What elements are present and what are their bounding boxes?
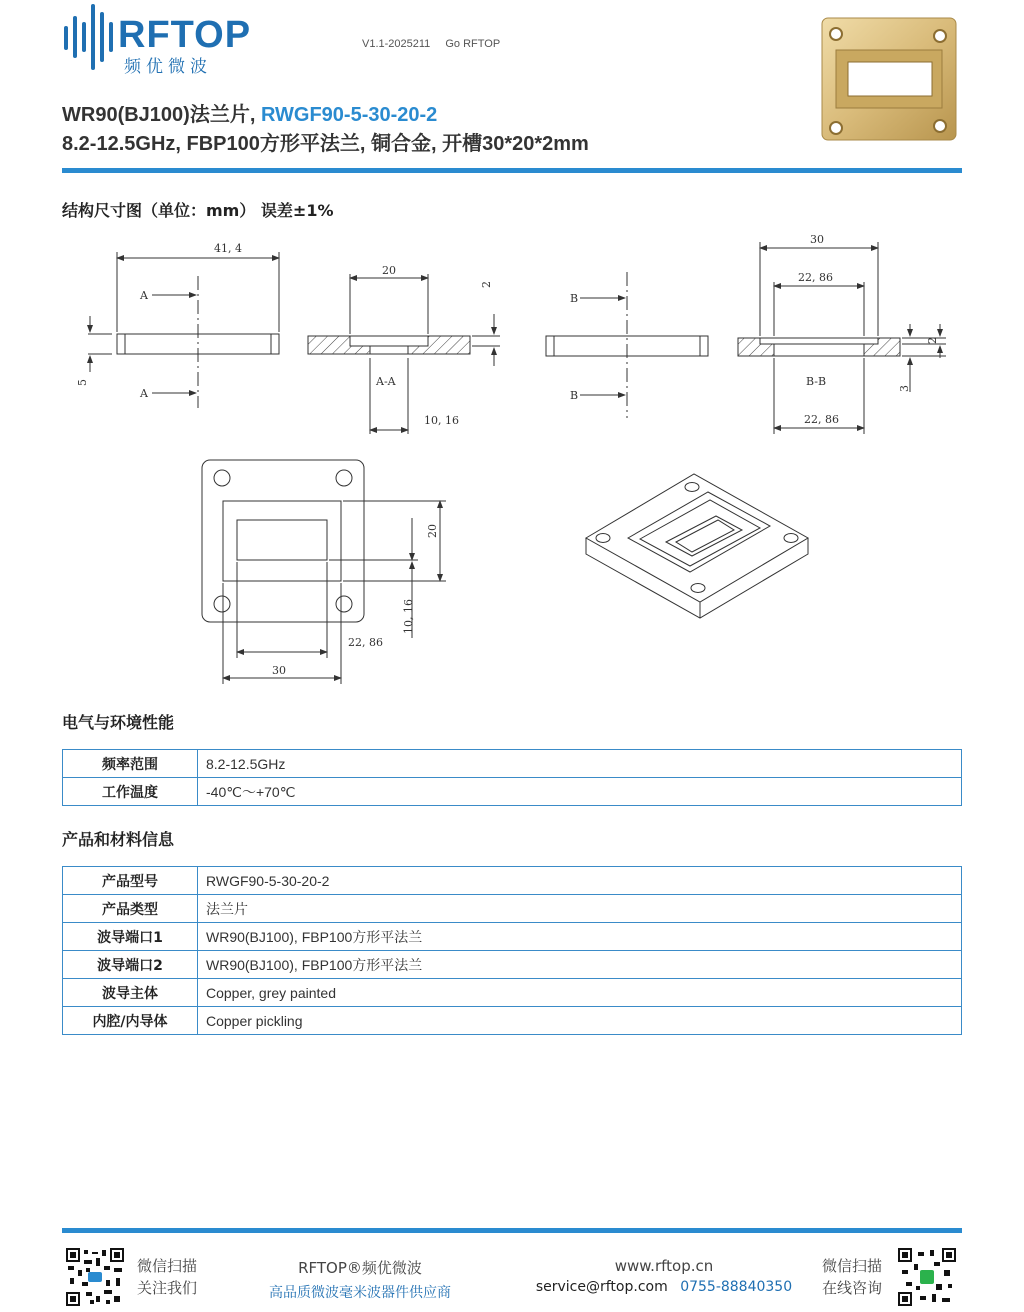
page-title bbox=[62, 98, 437, 127]
table-row bbox=[63, 750, 962, 778]
dim-20-section: 20 bbox=[382, 264, 396, 277]
version-info bbox=[362, 38, 512, 50]
wechat-consult-text bbox=[822, 1255, 882, 1299]
dim-30-front: 30 bbox=[272, 664, 286, 677]
table-row bbox=[63, 951, 962, 979]
row-key: 频率范围 bbox=[63, 750, 198, 778]
footer-contact-block bbox=[534, 1257, 794, 1295]
row-key: 工作温度 bbox=[63, 778, 198, 806]
wechat-qr-right-icon[interactable] bbox=[898, 1248, 956, 1306]
footer-tagline: 高品质微波毫米波器件供应商 bbox=[269, 1285, 451, 1301]
row-key: 内腔/内导体 bbox=[63, 1007, 198, 1035]
row-value: WR90(BJ100), FBP100方形平法兰 bbox=[198, 923, 962, 951]
logo-subtitle: 频优微波 bbox=[124, 57, 212, 77]
header-divider bbox=[62, 168, 962, 173]
dim-22-86-section-top: 22, 86 bbox=[798, 271, 833, 284]
wechat-right-line1: 微信扫描 bbox=[822, 1257, 883, 1275]
go-rftop-link[interactable]: Go RFTOP bbox=[445, 38, 501, 50]
label-section-aa: A-A bbox=[376, 375, 396, 388]
wechat-left-line2: 关注我们 bbox=[137, 1279, 198, 1297]
dimension-drawing bbox=[62, 228, 962, 698]
page-subtitle: 8.2-12.5GHz, FBP100方形平法兰, 铜合金, 开槽30*20*2mm bbox=[62, 133, 589, 155]
label-a-top: A bbox=[140, 289, 148, 302]
dim-10-16-section: 10, 16 bbox=[424, 414, 459, 427]
footer-divider bbox=[62, 1228, 962, 1233]
label-b-top: B bbox=[570, 292, 579, 305]
dim-22-86-section-bottom: 22, 86 bbox=[804, 413, 839, 426]
row-value: RWGF90-5-30-20-2 bbox=[198, 867, 962, 895]
table-row bbox=[63, 979, 962, 1007]
row-key: 波导端口1 bbox=[63, 923, 198, 951]
logo-wordmark: RFTOP bbox=[118, 14, 252, 56]
dim-22-86-front: 22, 86 bbox=[348, 636, 383, 649]
wechat-follow-text bbox=[137, 1255, 197, 1299]
electrical-table bbox=[62, 749, 962, 806]
label-section-bb: B-B bbox=[806, 375, 827, 388]
row-key: 波导主体 bbox=[63, 979, 198, 1007]
dim-5: 5 bbox=[76, 379, 89, 386]
footer-brand-block bbox=[250, 1257, 470, 1302]
row-value: Copper pickling bbox=[198, 1007, 962, 1035]
dim-2-section-a: 2 bbox=[480, 281, 493, 288]
product-photo bbox=[818, 14, 958, 144]
part-number: RWGF90-5-30-20-2 bbox=[260, 104, 438, 126]
product-section-title: 产品和材料信息 bbox=[62, 830, 175, 849]
dim-3-section-b: 3 bbox=[898, 385, 911, 392]
table-row bbox=[63, 923, 962, 951]
table-row bbox=[63, 867, 962, 895]
version-number: V1.1-2025211 bbox=[362, 38, 431, 50]
row-value: WR90(BJ100), FBP100方形平法兰 bbox=[198, 951, 962, 979]
table-row bbox=[63, 778, 962, 806]
wechat-right-line2: 在线咨询 bbox=[822, 1279, 883, 1297]
label-b-bottom: B bbox=[570, 389, 579, 402]
electrical-section-title: 电气与环境性能 bbox=[62, 713, 175, 732]
table-row bbox=[63, 1007, 962, 1035]
label-a-bottom: A bbox=[140, 387, 148, 400]
row-key: 产品类型 bbox=[63, 895, 198, 923]
row-value: 8.2-12.5GHz bbox=[198, 750, 962, 778]
footer-brand: RFTOP®频优微波 bbox=[298, 1259, 422, 1277]
footer-phone[interactable]: 0755-88840350 bbox=[680, 1279, 793, 1295]
dim-20-front: 20 bbox=[426, 524, 439, 538]
row-value: 法兰片 bbox=[198, 895, 962, 923]
dim-41-4: 41, 4 bbox=[214, 242, 242, 255]
row-key: 产品型号 bbox=[63, 867, 198, 895]
drawing-section-title: 结构尺寸图（单位：mm） 误差±1% bbox=[62, 201, 334, 220]
dim-10-16-front: 10, 16 bbox=[402, 599, 415, 634]
product-table bbox=[62, 866, 962, 1035]
row-value: -40℃～+70℃ bbox=[198, 778, 962, 806]
row-key: 波导端口2 bbox=[63, 951, 198, 979]
wechat-left-line1: 微信扫描 bbox=[137, 1257, 198, 1275]
table-row bbox=[63, 895, 962, 923]
title-prefix: WR90(BJ100)法兰片, bbox=[62, 104, 261, 126]
row-value: Copper, grey painted bbox=[198, 979, 962, 1007]
footer-email[interactable]: service@rftop.com bbox=[535, 1279, 668, 1295]
dim-30-section: 30 bbox=[810, 233, 824, 246]
dim-2-section-b: 2 bbox=[926, 337, 939, 344]
wechat-qr-left-icon[interactable] bbox=[66, 1248, 124, 1306]
footer-website[interactable]: www.rftop.cn bbox=[614, 1257, 714, 1275]
